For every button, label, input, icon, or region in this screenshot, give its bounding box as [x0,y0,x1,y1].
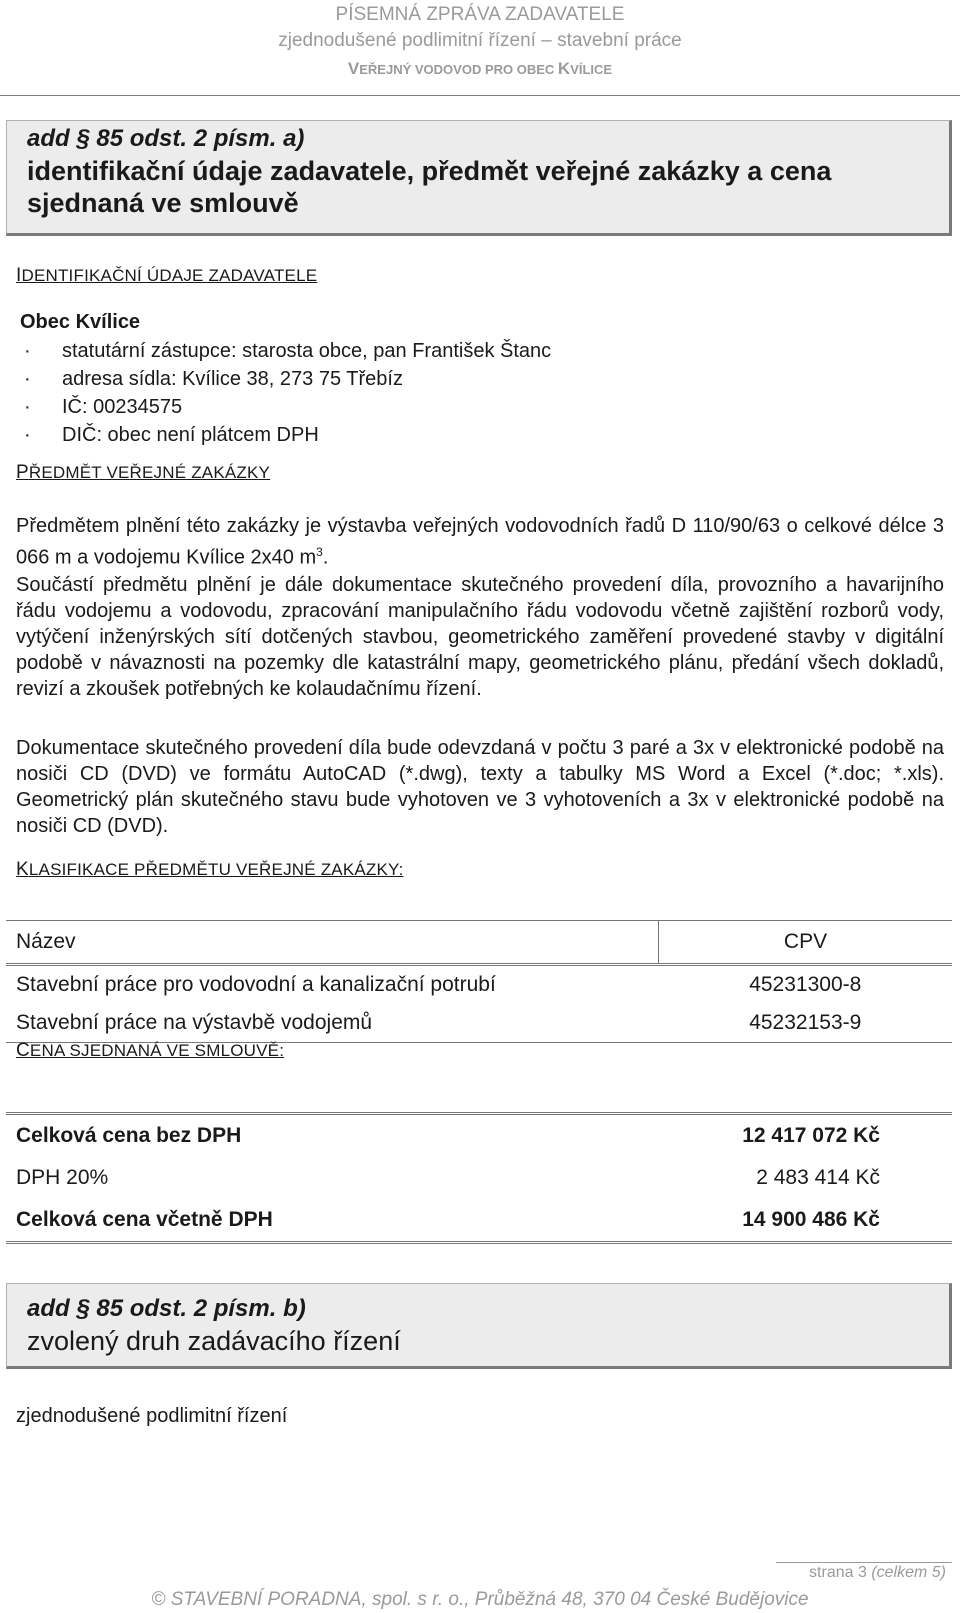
procedure-type: zjednodušené podlimitní řízení – stavební práce [278,30,682,51]
section-a-box [6,120,952,236]
price-heading: CENA SJEDNANÁ VE SMLOUVĚ: [16,1040,285,1061]
section-a-title-line2: sjednaná ve smlouvě [27,188,299,218]
bullet-icon: · [24,368,31,390]
subject-paragraph-2: Součástí předmětu plnění je dále dokumentace skutečného provedení díla, provozního a havarijního řádu vodojemu a vodovodu, zpracování manipulačního řádu vodovodu včetně zajištění rozborů vody, vytýčení inženýrských sítí dotčených stavbou, geometrického zaměření provedené stavby v digitální podobě v návaznosti na pozemky dle katastrální mapy, geometrického plánu, předání všech dokladů, revizí a zkoušek potřebných ke kolaudačnímu řízení. [16,574,944,700]
header-divider [0,95,960,96]
classification-heading: KLASIFIKACE PŘEDMĚTU VEŘEJNÉ ZAKÁZKY: [16,859,404,880]
table-row [6,1199,952,1243]
price-table [6,1112,952,1244]
list-item: · adresa sídla: Kvílice 38, 273 75 Třebíz [18,365,551,393]
project-name: VEŘEJNÝ VODOVOD PRO OBEC KVÍLICE [347,59,613,78]
column-header-name: Název [6,921,659,965]
identification-heading: IDENTIFIKAČNÍ ÚDAJE ZADAVATELE [16,265,318,286]
subject-paragraph-3: Dokumentace skutečného provedení díla bude odevzdaná v počtu 3 paré a 3x v elektronické podobě na nosiči CD (DVD) ve formátu AutoCAD (*.dwg), texty a tabulky MS Word a Excel (*.doc; *.xls). Geometrický plán skutečného stavu bude vyhotoven ve 3 vyhotoveních a 3x v elektronické podobě na nosiči CD (DVD). [16,737,944,837]
cell-name: Stavební práce na výstavbě vodojemů [6,1004,659,1043]
table-row [6,1004,952,1043]
procedure-text: zjednodušené podlimitní řízení [16,1405,288,1427]
list-item: · statutární zástupce: starosta obce, pan František Štanc [18,337,551,365]
subject-heading: PŘEDMĚT VEŘEJNÉ ZAKÁZKY [16,462,271,483]
footer-divider [776,1562,952,1563]
section-a-number: add § 85 odst. 2 písm. a) [27,125,305,152]
section-b-number: add § 85 odst. 2 písm. b) [27,1295,306,1322]
price-amount: 2 483 414 Kč [756,1166,880,1189]
bullet-icon: · [24,396,31,418]
price-amount: 14 900 486 Kč [533,1199,952,1243]
table-row [6,1114,952,1158]
cell-cpv: 45231300-8 [749,973,862,996]
classification-table [6,920,952,1043]
page-header [0,2,960,85]
bullet-icon: · [24,340,31,362]
cell-cpv: 45232153-9 [659,1004,953,1043]
section-b-title: zvolený druh zadávacího řízení [27,1326,401,1356]
price-amount: 12 417 072 Kč [533,1114,952,1158]
table-row [6,1157,952,1199]
bullet-icon: · [24,424,31,446]
price-label: Celková cena bez DPH [6,1114,533,1158]
column-header-cpv: CPV [659,921,953,965]
report-title: PÍSEMNÁ ZPRÁVA ZADAVATELE [335,4,625,25]
list-item: · IČ: 00234575 [18,393,551,421]
subject-paragraph-1: Předmětem plnění této zakázky je výstavba veřejných vodovodních řadů D 110/90/63 o celkové délce 3 066 m a vodojemu Kvílice 2x40 $m^3$. [16,515,944,569]
table-row [6,965,952,1005]
price-label: Celková cena včetně DPH [6,1199,533,1243]
cell-name: Stavební práce pro vodovodní a kanalizační potrubí [16,973,496,996]
section-a-title-line1: identifikační údaje zadavatele, předmět veřejné zakázky a cena [27,156,832,186]
organization-name: Obec Kvílice [20,311,141,333]
company-footer: © STAVEBNÍ PORADNA, spol. s r. o., Průběžná 48, 370 04 České Budějovice [151,1589,809,1610]
list-item: · DIČ: obec není plátcem DPH [18,421,551,449]
page-number: strana 3 (celkem 5) [809,1564,946,1581]
identification-list [18,337,551,449]
price-label: DPH 20% [16,1166,109,1189]
section-b-box [6,1283,952,1369]
table-header-row [6,921,952,965]
